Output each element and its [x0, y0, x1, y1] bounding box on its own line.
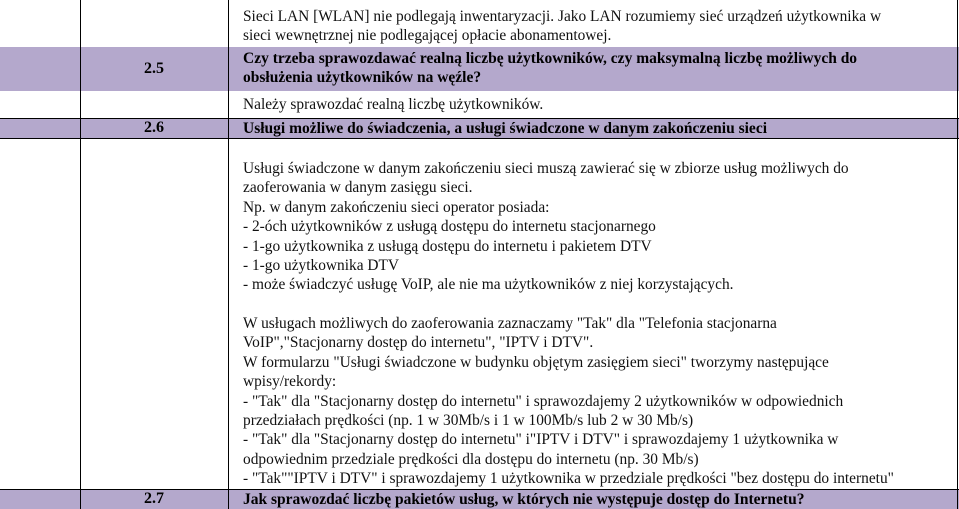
row-number-2-5: 2.5	[144, 60, 164, 77]
answer-2-6-example: Usługi świadczone w danym zakończeniu sieci muszą zawierać się w zbiorze usług możliwych do zaoferowania w danym zasięgu sieci. Np. w danym zakończeniu sieci operator posiada: - 2-óch użytkowników z usługą dostępu do internetu stacjonarnego - 1-go użytkownika z usługą dostępu do internetu i pakietem DTV - 1-go użytkownika DTV - może świadczyć usługę VoIP, ale nie ma użytkowników z niej korzystających.	[243, 160, 849, 294]
question-2-5: Czy trzeba sprawozdawać realną liczbę użytkowników, czy maksymalną liczbę możliwych do obsłużenia użytkowników na węźle?	[243, 50, 858, 86]
column-rule	[228, 0, 229, 509]
answer-2-5: Należy sprawozdać realną liczbę użytkowników.	[243, 96, 544, 113]
row-number-2-7: 2.7	[144, 490, 164, 507]
intro-text: Sieci LAN [WLAN] nie podlegają inwentaryzacji. Jako LAN rozumiemy sieć urządzeń użytkownika w sieci wewnętrznej nie podlegającej opłacie abonamentowej.	[243, 8, 882, 45]
row-number-2-6: 2.6	[144, 119, 164, 136]
question-2-7: Jak sprawozdać liczbę pakietów usług, w których nie występuje dostęp do Internetu?	[243, 491, 805, 508]
column-rule	[957, 0, 958, 509]
answer-2-6-records: W usługach możliwych do zaoferowania zaznaczamy "Tak" dla "Telefonia stacjonarna VoIP","Stacjonarny dostęp do internetu", "IPTV i DTV". W formularzu "Usługi świadczone w budynku objętym zasięgiem sieci" tworzymy następujące wpisy/rekordy: - "Tak" dla "Stacjonarny dostęp do internetu" i sprawozdajemy 2 użytkowników w odpowiednich przedziałach prędkości (np. 1 w 30Mb/s i 1 w 100Mb/s lub 2 w 30 Mb/s) - "Tak" dla "Stacjonarny dostęp do internetu" i"IPTV i DTV" i sprawozdajemy 1 użytkownika w odpowiednim przedziale prędkości dla dostępu do internetu (np. 30 Mb/s) - "Tak""IPTV i DTV" i sprawozdajemy 1 użytkownika w przedziale prędkości "bez dostępu do internetu"	[243, 315, 894, 488]
question-2-6: Usługi możliwe do świadczenia, a usługi świadczone w danym zakończeniu sieci	[243, 120, 768, 137]
row-rule	[0, 138, 959, 139]
